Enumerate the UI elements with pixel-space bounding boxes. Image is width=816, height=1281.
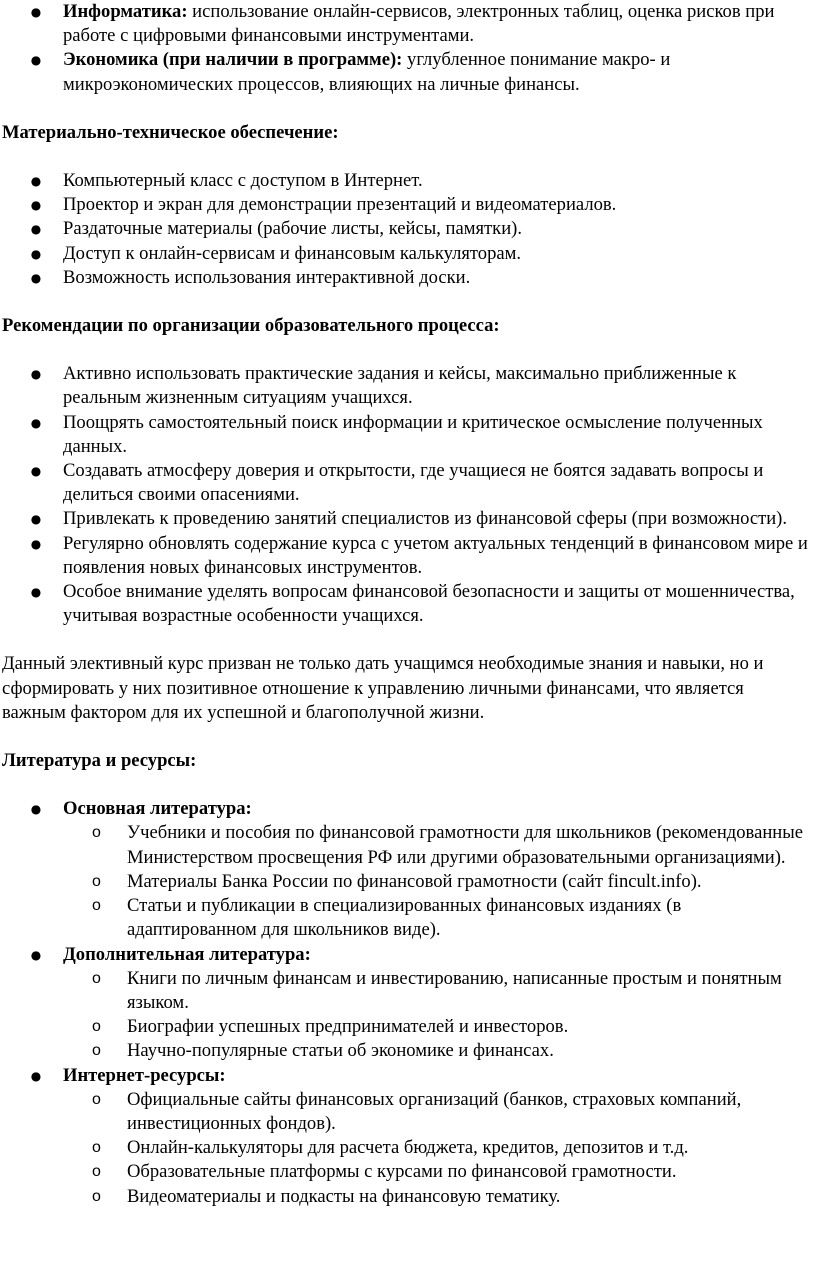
list-item-text: Онлайн-калькуляторы для расчета бюджета, кредитов, депозитов и т.д. xyxy=(127,1137,689,1159)
conclusion-paragraph: Данный элективный курс призван не только дать учащимся необходимые знания и навыки, но и сформировать у них позитивное отношение к управлению личными финансами, что является важным фактором для их успешной и благополучной жизни. xyxy=(2,653,764,723)
literature-heading: Литература и ресурсы: xyxy=(2,750,197,772)
list-item-text: Материалы Банка России по финансовой грамотности (сайт fincult.info). xyxy=(127,870,702,892)
list-item-text: Доступ к онлайн-сервисам и финансовым калькуляторам. xyxy=(63,242,522,264)
list-item-text: Создавать атмосферу доверия и открытости, где учащиеся не боятся задавать вопросы и делиться своими опасениями. xyxy=(63,460,764,506)
list-item-text: Биографии успешных предпринимателей и инвесторов. xyxy=(127,1016,569,1038)
list-item xyxy=(0,459,816,507)
literature-group-title: Дополнительная литература: xyxy=(63,943,311,965)
list-item xyxy=(63,967,812,1015)
list-item-text: Официальные сайты финансовых организаций (банков, страховых компаний, инвестиционных фондов). xyxy=(127,1088,742,1134)
list-item-text: Образовательные платформы с курсами по финансовой грамотности. xyxy=(127,1161,677,1183)
bullet-icon: ● xyxy=(30,5,42,19)
subjects-list xyxy=(0,0,816,97)
list-item xyxy=(0,411,816,459)
literature-group xyxy=(0,1064,816,1209)
list-item-text: Возможность использования интерактивной доски. xyxy=(63,266,471,288)
literature-sublist xyxy=(63,821,812,942)
circle-bullet-icon: o xyxy=(92,897,101,915)
list-item-text: Статьи и публикации в специализированных финансовых изданиях (в адаптированном для школьников виде). xyxy=(127,895,682,941)
literature-group-title: Интернет-ресурсы: xyxy=(63,1064,226,1086)
bullet-icon: ● xyxy=(30,198,42,213)
list-item-text: Активно использовать практические задания и кейсы, максимально приближенные к реальным жизненным ситуациям учащихся. xyxy=(63,363,737,409)
recommendations-list xyxy=(0,362,816,628)
list-item-text: Научно-популярные статьи об экономике и финансах. xyxy=(127,1040,554,1062)
bullet-icon: ● xyxy=(30,246,42,261)
list-item xyxy=(63,1039,812,1063)
bullet-icon: ● xyxy=(30,415,42,430)
bullet-icon: ● xyxy=(30,367,42,382)
list-item xyxy=(0,507,816,531)
bullet-icon: ● xyxy=(30,222,42,237)
list-item-text: Компьютерный класс с доступом в Интернет. xyxy=(63,170,423,192)
list-item xyxy=(63,1136,812,1160)
circle-bullet-icon: o xyxy=(92,1090,101,1108)
list-item-term: Экономика (при наличии в программе): xyxy=(63,49,403,71)
circle-bullet-icon: o xyxy=(92,969,101,987)
bullet-icon: ● xyxy=(30,512,42,527)
circle-bullet-icon: o xyxy=(92,1042,101,1060)
list-item xyxy=(63,894,812,942)
list-item xyxy=(0,0,816,48)
list-item-text: Раздаточные материалы (рабочие листы, кейсы, памятки). xyxy=(63,218,523,240)
list-item-text: Привлекать к проведению занятий специалистов из финансовой сферы (при возможности). xyxy=(63,508,788,530)
list-item-text: Регулярно обновлять содержание курса с учетом актуальных тенденций в финансовом мире и появления новых финансовых инструментов. xyxy=(63,532,808,578)
list-item xyxy=(0,48,816,96)
list-item xyxy=(63,1185,812,1209)
circle-bullet-icon: o xyxy=(92,824,101,842)
circle-bullet-icon: o xyxy=(92,1018,101,1036)
list-item xyxy=(0,532,816,580)
literature-list xyxy=(0,797,816,1208)
list-item-term: Информатика: xyxy=(63,1,188,22)
list-item xyxy=(63,870,812,894)
list-item-text: Книги по личным финансам и инвестированию, написанные простым и понятным языком. xyxy=(127,967,782,1013)
list-item xyxy=(63,821,812,869)
bullet-icon: ● xyxy=(30,585,42,600)
bullet-icon: ● xyxy=(30,270,42,285)
literature-group xyxy=(0,797,816,942)
list-item-text: Проектор и экран для демонстрации презентаций и видеоматериалов. xyxy=(63,194,617,216)
circle-bullet-icon: o xyxy=(92,872,101,890)
list-item-text: Поощрять самостоятельный поиск информации и критическое осмысление полученных данных. xyxy=(63,411,763,457)
list-item xyxy=(0,580,816,628)
literature-sublist xyxy=(63,1088,812,1209)
list-item xyxy=(63,1015,812,1039)
circle-bullet-icon: o xyxy=(92,1163,101,1181)
list-item xyxy=(0,193,816,217)
list-item xyxy=(0,266,816,290)
list-item-text: Учебники и пособия по финансовой грамотности для школьников (рекомендованные Министерством просвещения РФ или другими образовательными организациями). xyxy=(127,822,803,868)
list-item xyxy=(0,242,816,266)
circle-bullet-icon: o xyxy=(92,1187,101,1205)
bullet-icon: ● xyxy=(30,1068,42,1083)
bullet-icon: ● xyxy=(30,536,42,551)
literature-sublist xyxy=(63,967,812,1064)
bullet-icon: ● xyxy=(30,802,42,817)
list-item-text: Видеоматериалы и подкасты на финансовую тематику. xyxy=(127,1185,561,1207)
bullet-icon: ● xyxy=(30,174,42,189)
list-item xyxy=(0,217,816,241)
bullet-icon: ● xyxy=(30,53,42,68)
list-item xyxy=(63,1160,812,1184)
materials-list xyxy=(0,169,816,290)
list-item-text: использование онлайн-сервисов, электронных таблиц, оценка рисков при работе с цифровыми финансовыми инструментами. xyxy=(63,1,775,47)
materials-heading: Материально-техническое обеспечение: xyxy=(2,121,339,143)
list-item-text: углубленное понимание макро- и микроэкономических процессов, влияющих на личные финансы. xyxy=(63,49,671,95)
literature-group xyxy=(0,943,816,1064)
bullet-icon: ● xyxy=(30,464,42,479)
bullet-icon: ● xyxy=(30,947,42,962)
list-item-text: Особое внимание уделять вопросам финансовой безопасности и защиты от мошенничества, учитывая возрастные особенности учащихся. xyxy=(63,581,795,627)
literature-group-title: Основная литература: xyxy=(63,798,252,820)
list-item xyxy=(0,169,816,193)
recommendations-heading: Рекомендации по организации образовательного процесса: xyxy=(2,315,500,337)
circle-bullet-icon: o xyxy=(92,1139,101,1157)
list-item xyxy=(0,362,816,410)
list-item xyxy=(63,1088,812,1136)
